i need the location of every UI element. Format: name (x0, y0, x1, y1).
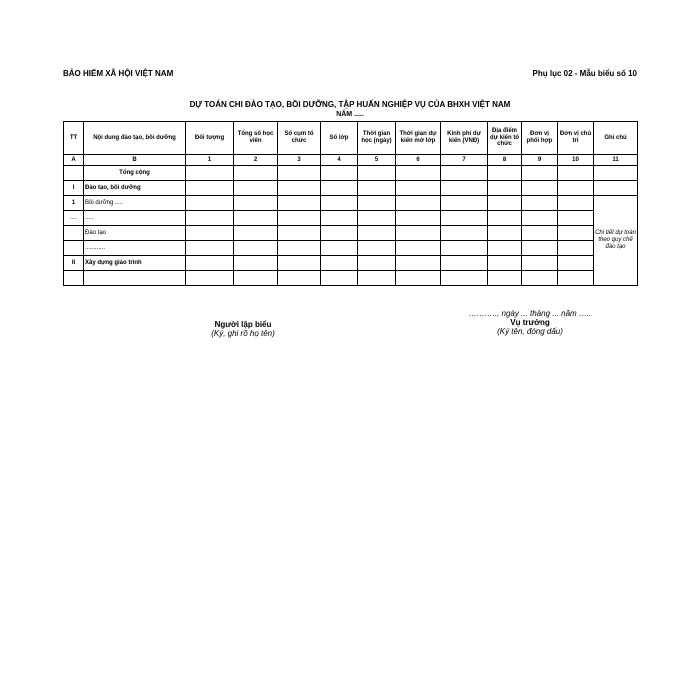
row-number (64, 271, 84, 286)
row-number: 1 (64, 196, 84, 211)
signature-date-line: ……….., ngày ... tháng ... năm ….. (468, 309, 592, 318)
column-index: 10 (558, 155, 594, 166)
column-header: TT (64, 122, 84, 155)
column-header: Đơn vị phối hợp (522, 122, 558, 155)
right-signature-instruction: (Ký tên, đóng dấu) (497, 327, 563, 336)
column-index: 2 (234, 155, 278, 166)
column-header: Tổng số học viên (234, 122, 278, 155)
column-header: Số lớp (321, 122, 358, 155)
column-index: 11 (594, 155, 638, 166)
row-content (84, 271, 186, 286)
row-number: .... (64, 211, 84, 226)
column-header: Kinh phí dự kiến (VNĐ) (441, 122, 488, 155)
column-index: 9 (522, 155, 558, 166)
column-header: Đơn vị chủ trì (558, 122, 594, 155)
table-header-row (64, 122, 638, 155)
column-header: Nội dung đào tạo, bồi dưỡng (84, 122, 186, 155)
document-title: DỰ TOÁN CHI ĐÀO TẠO, BỒI DƯỠNG, TẬP HUẤN NGHIỆP VỤ CỦA BHXH VIỆT NAM (189, 100, 511, 109)
row-number (64, 226, 84, 241)
left-signature-instruction: (Ký, ghi rõ họ tên) (211, 329, 275, 338)
column-index: 1 (186, 155, 234, 166)
column-index-row (64, 155, 638, 166)
table-row (64, 271, 638, 286)
table-row (64, 196, 638, 211)
appendix-label: Phụ lục 02 - Mẫu biểu số 10 (532, 69, 637, 78)
table-row (64, 181, 638, 196)
column-index: 8 (488, 155, 522, 166)
column-index: 6 (396, 155, 441, 166)
row-number (64, 166, 84, 181)
row-content: ..... (84, 211, 186, 226)
left-signature-block (173, 320, 313, 338)
right-signature-role: Vụ trưởng (510, 318, 550, 327)
right-signature-block (450, 309, 610, 336)
note-cell: Chi tiết dự toán theo quy chế đào tạo (594, 196, 638, 286)
row-content: Tổng cộng (84, 166, 186, 181)
row-number: I (64, 181, 84, 196)
column-index: 5 (358, 155, 396, 166)
row-content: Đào tạo, bồi dưỡng (84, 181, 186, 196)
row-number: II (64, 256, 84, 271)
row-number (64, 241, 84, 256)
table-row (64, 226, 638, 241)
table-row (64, 211, 638, 226)
column-index: B (84, 155, 186, 166)
table-row (64, 256, 638, 271)
table-row-total (64, 166, 638, 181)
column-header: Thời gian dự kiến mở lớp (396, 122, 441, 155)
column-index: A (64, 155, 84, 166)
budget-table (63, 121, 638, 286)
document-year: NĂM ..... (336, 111, 364, 118)
row-content: ............ (84, 241, 186, 256)
column-header: Thời gian học (ngày) (358, 122, 396, 155)
row-content: Đào tạo (84, 226, 186, 241)
column-header: Đối tượng (186, 122, 234, 155)
left-signature-role: Người lập biểu (214, 320, 272, 329)
column-index: 4 (321, 155, 358, 166)
organization-name: BẢO HIỂM XÃ HỘI VIỆT NAM (63, 69, 174, 78)
column-index: 7 (441, 155, 488, 166)
column-header: Số cụm tổ chức (278, 122, 321, 155)
row-content: Bồi dưỡng ..... (84, 196, 186, 211)
row-content: Xây dựng giáo trình (84, 256, 186, 271)
column-header: Ghi chú (594, 122, 638, 155)
column-header: Địa điểm dự kiến tổ chức (488, 122, 522, 155)
column-index: 3 (278, 155, 321, 166)
table-row (64, 241, 638, 256)
